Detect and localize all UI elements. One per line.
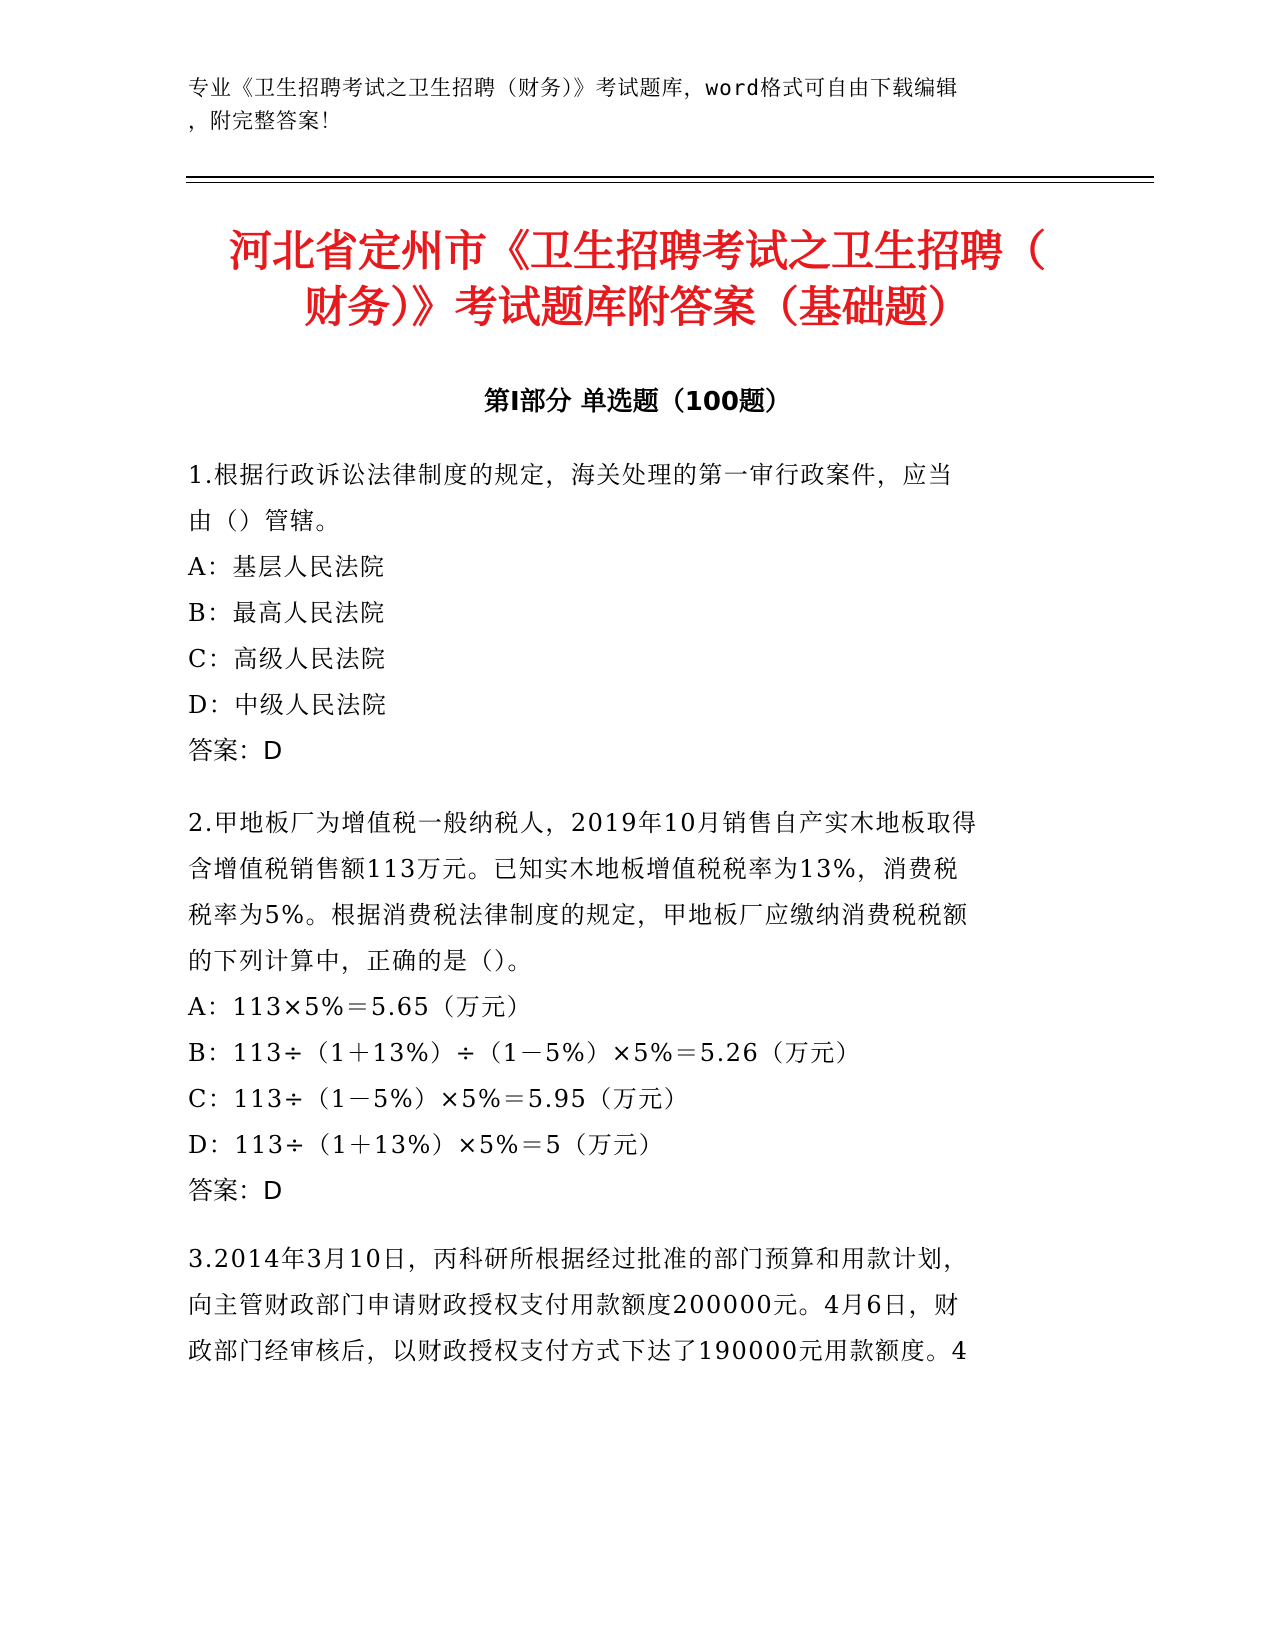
question-stem-line: 3.2014年3月10日，丙科研所根据经过批准的部门预算和用款计划， [188, 1245, 969, 1273]
section-heading: 第Ⅰ部分 单选题（100题） [484, 387, 791, 417]
header-note-line: 专业《卫生招聘考试之卫生招聘（财务）》考试题库，word格式可自由下载编辑 [188, 76, 959, 100]
question-stem-line: 2.甲地板厂为增值税一般纳税人，2019年10月销售自产实木地板取得 [188, 809, 978, 837]
question-1 [188, 452, 1078, 774]
question-stem-line: 向主管财政部门申请财政授权支付用款额度200000元。4月6日，财 [188, 1291, 960, 1319]
question-stem-line: 1.根据行政诉讼法律制度的规定，海关处理的第一审行政案件，应当 [188, 461, 954, 489]
option-d: D：113÷（1＋13%）×5%＝5（万元） [188, 1131, 665, 1159]
header-divider-thin [186, 182, 1154, 183]
option-c: C：高级人民法院 [188, 645, 387, 673]
question-stem-line: 含增值税销售额113万元。已知实木地板增值税税率为13%，消费税 [188, 855, 960, 883]
header-divider [186, 176, 1154, 178]
question-3 [188, 1236, 1078, 1374]
answer-text: 答案：D [188, 736, 283, 765]
answer-text: 答案：D [188, 1176, 283, 1205]
option-d: D：中级人民法院 [188, 691, 388, 719]
document-title [140, 224, 1135, 336]
document-title-line: 财务）》考试题库附答案（基础题） [304, 283, 971, 333]
header-note-line: ，附完整答案！ [188, 109, 342, 133]
question-stem-line: 税率为5%。根据消费税法律制度的规定，甲地板厂应缴纳消费税税额 [188, 901, 969, 929]
header-note [188, 72, 1088, 138]
question-stem-line: 政部门经审核后，以财政授权支付方式下达了190000元用款额度。4 [188, 1337, 969, 1365]
option-b: B：最高人民法院 [188, 599, 386, 627]
question-stem-line: 由（）管辖。 [188, 507, 341, 535]
option-a: A：113×5%＝5.65（万元） [188, 993, 533, 1021]
option-c: C：113÷（1－5%）×5%＝5.95（万元） [188, 1085, 690, 1113]
question-stem-line: 的下列计算中，正确的是（）。 [188, 947, 533, 975]
option-b: B：113÷（1＋13%）÷（1－5%）×5%＝5.26（万元） [188, 1039, 862, 1067]
option-a: A：基层人民法院 [188, 553, 386, 581]
question-2 [188, 800, 1078, 1214]
document-title-line: 河北省定州市《卫生招聘考试之卫生招聘（ [229, 227, 1046, 277]
